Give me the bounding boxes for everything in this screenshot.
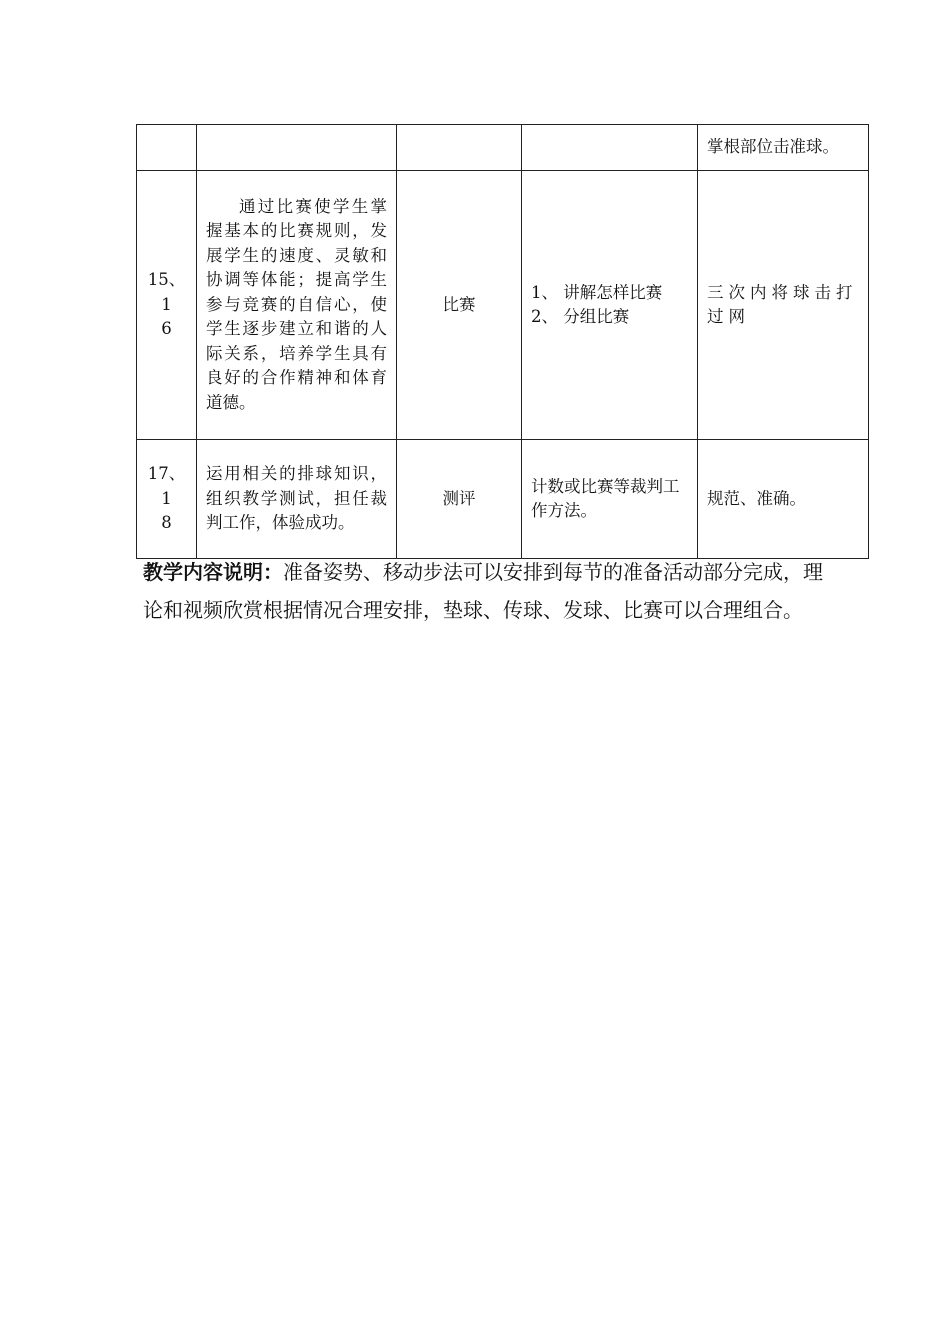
table-row: [137, 125, 869, 171]
week-line-2: 6: [161, 319, 172, 339]
note-label: 教学内容说明：: [143, 560, 283, 584]
content-cell: [397, 125, 522, 171]
evaluation-cell: 掌根部位击准球。: [698, 125, 869, 171]
week-line-2: 8: [161, 513, 172, 533]
lesson-plan-table: [136, 124, 869, 559]
week-cell: [137, 125, 197, 171]
method-cell: [522, 171, 698, 440]
evaluation-cell: 规范、准确。: [698, 440, 869, 559]
teaching-content-note: [143, 553, 823, 629]
content-cell: 测评: [397, 440, 522, 559]
week-line-1: 17、1: [147, 464, 186, 508]
method-item-2: 2、 分组比赛: [531, 307, 630, 326]
method-cell: 计数或比赛等裁判工作方法。: [522, 440, 698, 559]
goal-cell: 通过比赛使学生掌握基本的比赛规则，发展学生的速度、灵敏和协调等体能；提高学生参与竞赛的自信心，使学生逐步建立和谐的人际关系，培养学生具有良好的合作精神和体育道德。: [197, 171, 397, 440]
evaluation-cell: 三次内将球击打过网: [698, 171, 869, 440]
goal-cell: 运用相关的排球知识，组织教学测试，担任裁判工作，体验成功。: [197, 440, 397, 559]
week-cell: [137, 440, 197, 559]
table-row: [137, 440, 869, 559]
week-cell: [137, 171, 197, 440]
week-line-1: 15、1: [147, 270, 186, 314]
note-text: 准备姿势、移动步法可以安排到每节的准备活动部分完成，理论和视频欣赏根据情况合理安排，垫球、传球、发球、比赛可以合理组合。: [143, 560, 823, 622]
content-cell: 比赛: [397, 171, 522, 440]
table-row: [137, 171, 869, 440]
goal-cell: [197, 125, 397, 171]
method-item-1: 1、 讲解怎样比赛: [531, 282, 663, 302]
method-cell: [522, 125, 698, 171]
